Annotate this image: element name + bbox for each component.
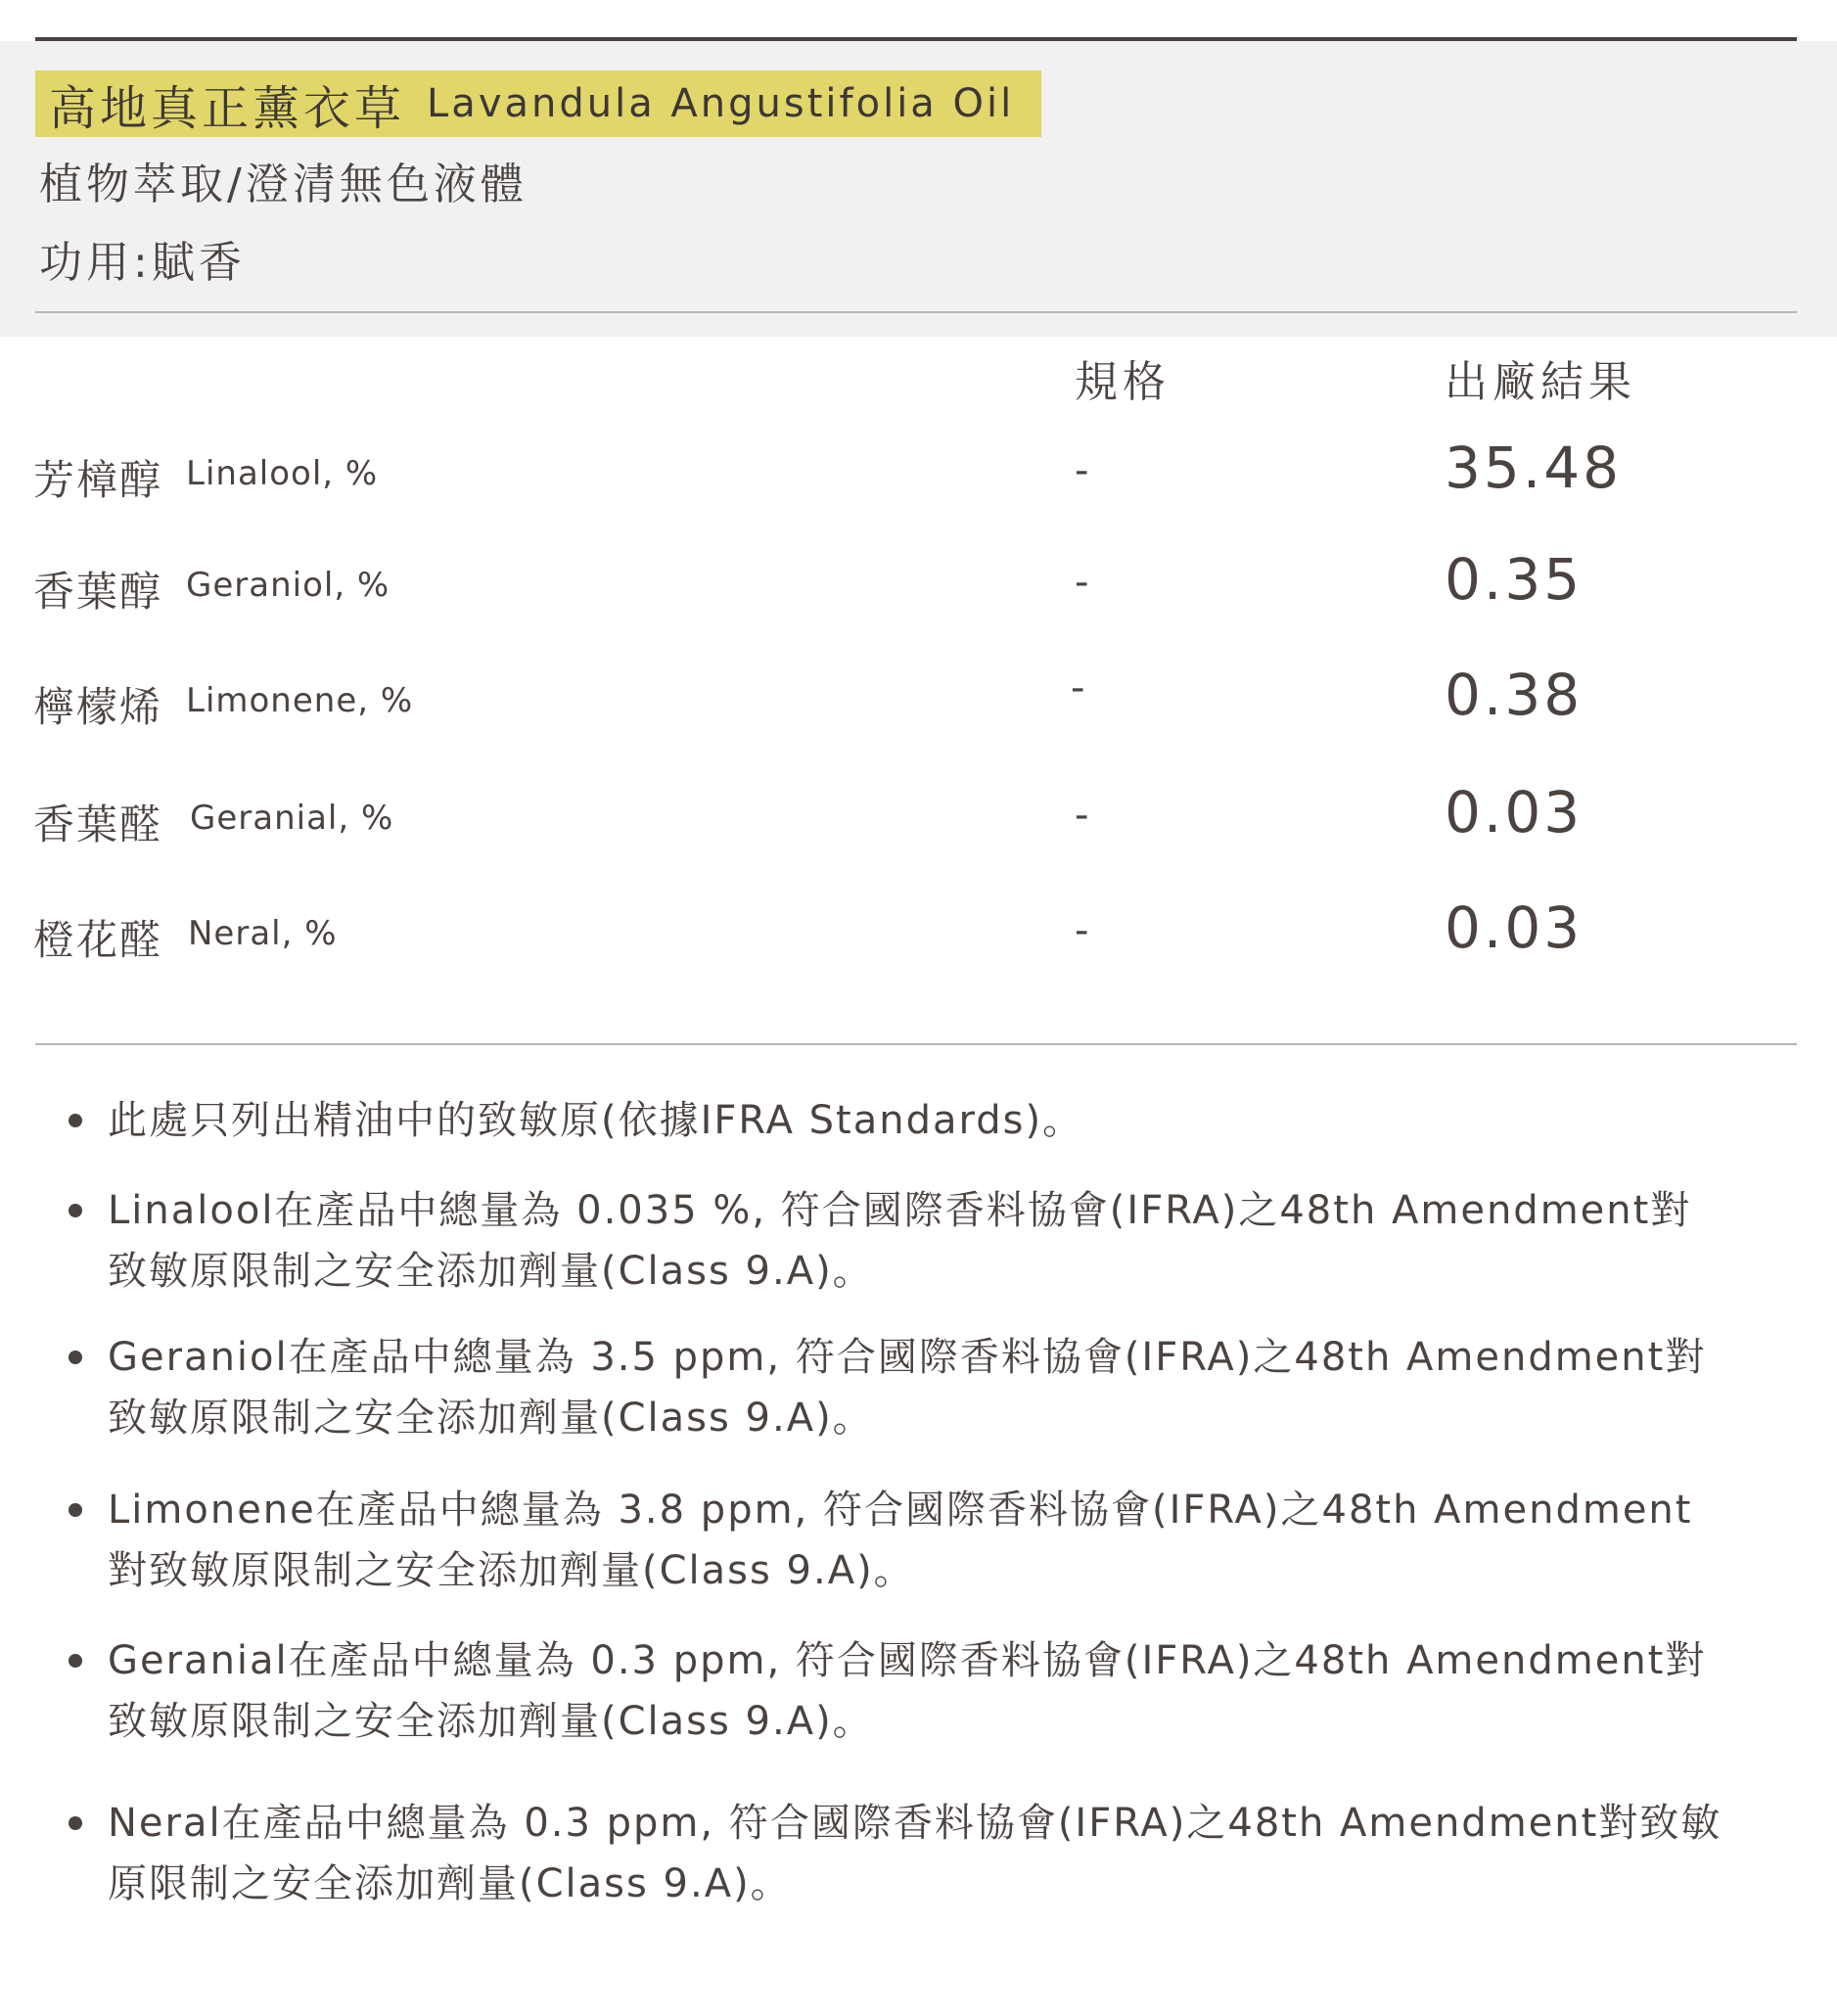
- table-row: [0, 662, 1837, 744]
- table-row: [0, 894, 1837, 977]
- component-name-chinese: 檸檬烯: [33, 683, 163, 731]
- component-name-english: Geraniol, %: [186, 566, 390, 605]
- table-row: [0, 546, 1837, 628]
- component-name-english: Neral, %: [188, 914, 338, 953]
- list-item: [69, 1630, 1732, 1752]
- note-text: Linalool在產品中總量為 0.035 %, 符合國際香料協會(IFRA)之48th Amendment對致敏原限制之安全添加劑量(Class 9.A)。: [108, 1188, 1692, 1294]
- component-result: 35.48: [1445, 435, 1623, 501]
- list-item: [69, 1480, 1732, 1601]
- bullet-icon: [69, 1114, 82, 1127]
- component-spec: -: [1075, 448, 1089, 493]
- bullet-icon: [69, 1204, 82, 1217]
- bullet-icon: [69, 1816, 82, 1830]
- product-title: [35, 70, 1041, 137]
- list-item: [69, 1090, 1732, 1151]
- component-result: 0.03: [1445, 779, 1584, 846]
- column-header-spec: 規格: [1075, 357, 1171, 407]
- list-item: [69, 1327, 1732, 1448]
- component-name-english: Limonene, %: [186, 681, 414, 720]
- list-item: [69, 1180, 1732, 1302]
- product-title-latin: Lavandula Angustifolia Oil: [427, 81, 1015, 126]
- component-spec: -: [1075, 793, 1089, 838]
- note-text: Geranial在產品中總量為 0.3 ppm, 符合國際香料協會(IFRA)之48th Amendment對致敏原限制之安全添加劑量(Class 9.A)。: [108, 1638, 1707, 1744]
- component-spec: -: [1075, 908, 1089, 953]
- note-text: Limonene在產品中總量為 3.8 ppm, 符合國際香料協會(IFRA)之48th Amendment對致敏原限制之安全添加劑量(Class 9.A)。: [108, 1488, 1693, 1593]
- table-row: [0, 779, 1837, 861]
- header-divider: [35, 311, 1797, 313]
- component-name-chinese: 香葉醇: [33, 568, 163, 616]
- column-header-result: 出廠結果: [1445, 357, 1636, 407]
- component-name-chinese: 橙花醛: [33, 916, 163, 964]
- component-spec: -: [1075, 560, 1089, 605]
- list-item: [69, 1793, 1732, 1914]
- component-spec: -: [1071, 665, 1085, 710]
- product-function: 功用:賦香: [39, 238, 246, 288]
- bullet-icon: [69, 1351, 82, 1364]
- table-divider: [35, 1043, 1797, 1045]
- note-text: Geraniol在產品中總量為 3.5 ppm, 符合國際香料協會(IFRA)之48th Amendment對致敏原限制之安全添加劑量(Class 9.A)。: [108, 1335, 1707, 1441]
- component-result: 0.35: [1445, 546, 1584, 613]
- note-text: Neral在產品中總量為 0.3 ppm, 符合國際香料協會(IFRA)之48th Amendment對致敏原限制之安全添加劑量(Class 9.A)。: [108, 1801, 1722, 1906]
- component-result: 0.38: [1445, 662, 1584, 728]
- component-name-english: Linalool, %: [186, 454, 379, 493]
- bullet-icon: [69, 1503, 82, 1517]
- note-text: 此處只列出精油中的致敏原(依據IFRA Standards)。: [108, 1098, 1084, 1143]
- table-row: [0, 435, 1837, 517]
- product-header: [0, 41, 1837, 337]
- component-name-chinese: 芳樟醇: [33, 456, 163, 504]
- product-description: 植物萃取/澄清無色液體: [39, 160, 528, 209]
- product-title-chinese: 高地真正薰衣草: [49, 80, 406, 136]
- component-result: 0.03: [1445, 894, 1584, 961]
- bullet-icon: [69, 1654, 82, 1668]
- component-name-english: Geranial, %: [190, 799, 394, 838]
- component-name-chinese: 香葉醛: [33, 801, 163, 848]
